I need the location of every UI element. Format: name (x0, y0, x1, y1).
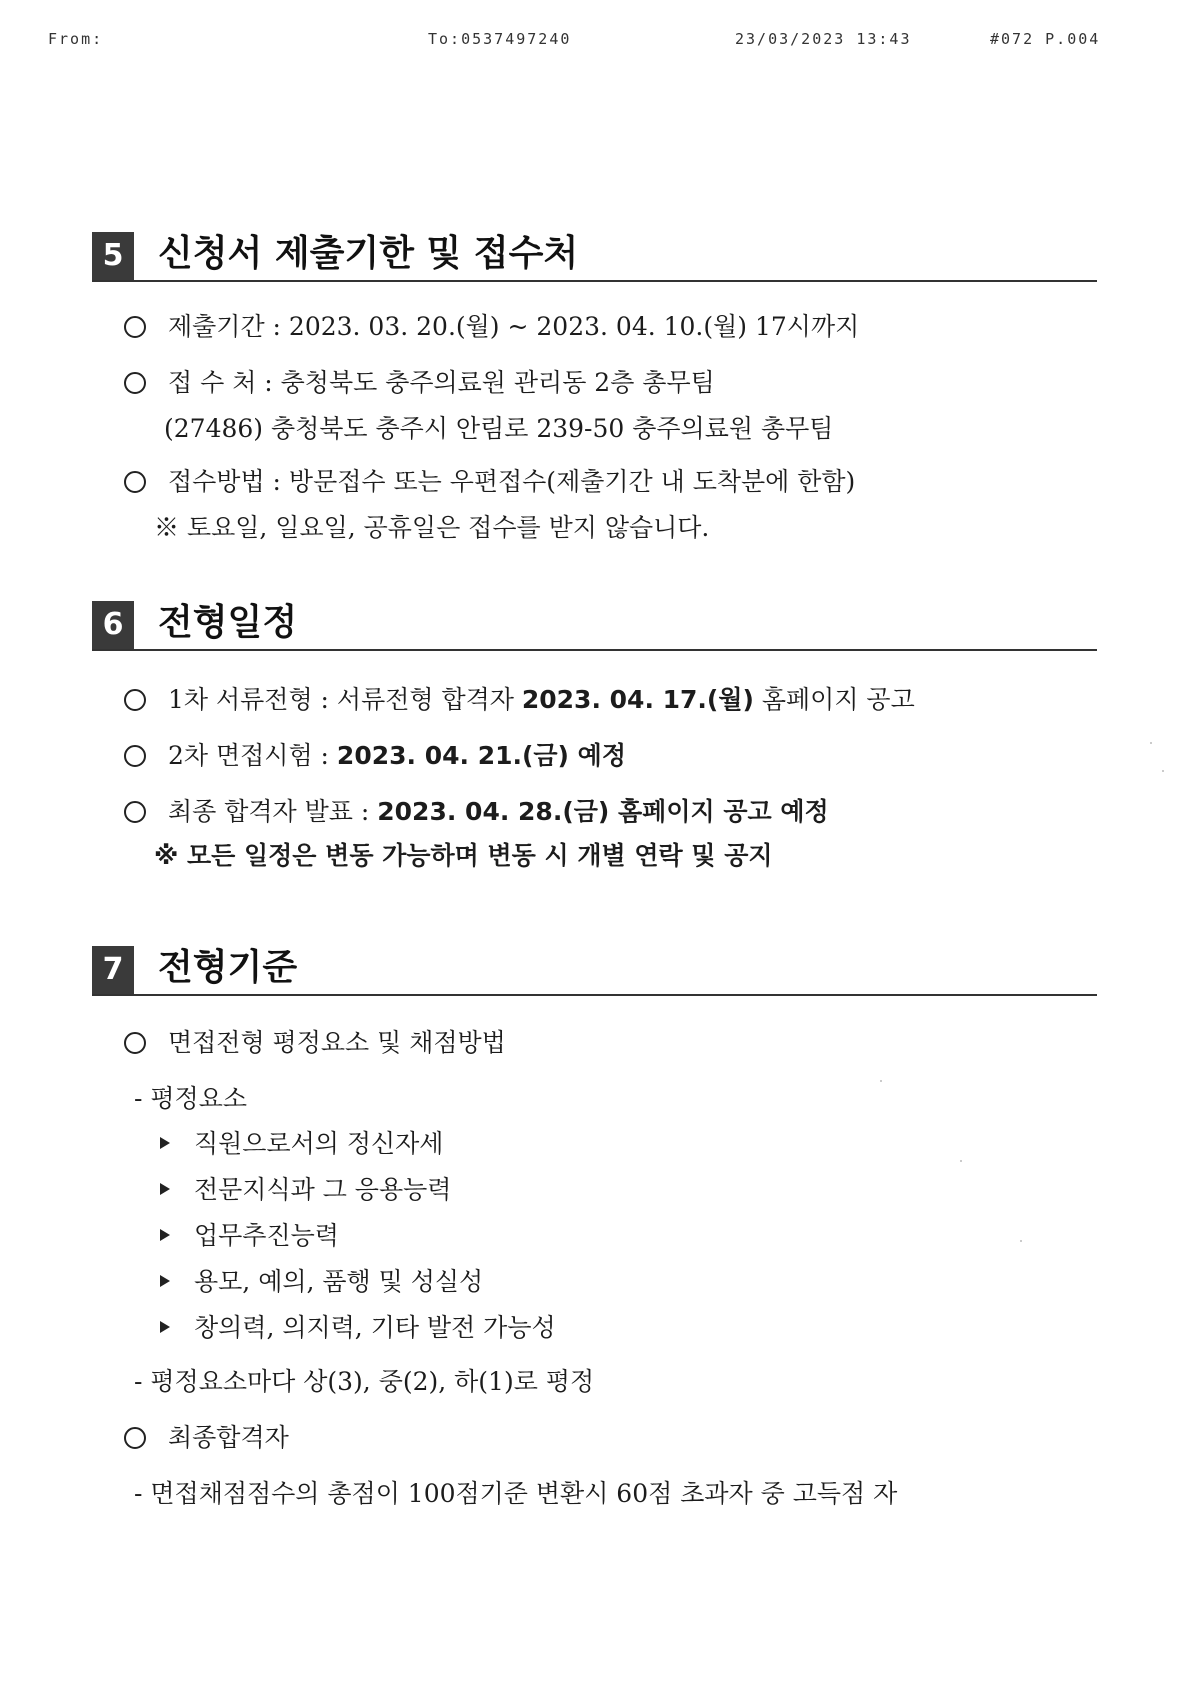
circle-bullet-icon (124, 1032, 146, 1054)
circle-bullet-icon (124, 745, 146, 767)
section-title: 전형기준 (158, 947, 298, 988)
scan-speck (1150, 742, 1152, 744)
circle-bullet-icon (124, 1427, 146, 1449)
submission-period-line: 제출기간 : 2023. 03. 20.(월) ~ 2023. 04. 10.(월) 17시까지 (124, 307, 859, 343)
weekend-note: ※ 토요일, 일요일, 공휴일은 접수를 받지 않습니다. (154, 513, 710, 542)
triangle-bullet-icon (160, 1229, 170, 1241)
criteria-item: 업무추진능력 (160, 1216, 339, 1252)
schedule-change-note: ※ 모든 일정은 변동 가능하며 변동 시 개별 연락 및 공지 (154, 841, 773, 870)
section-number: 5 (92, 232, 134, 280)
circle-bullet-icon (124, 801, 146, 823)
interview-criteria-line: 면접전형 평정요소 및 채점방법 (124, 1023, 506, 1059)
circle-bullet-icon (124, 316, 146, 338)
criteria-item: 직원으로서의 정신자세 (160, 1124, 443, 1160)
fax-datetime: 23/03/2023 13:43 (735, 30, 912, 48)
final-pass-criteria-line: - 면접채점점수의 총점이 100점기준 변환시 60점 초과자 중 고득점 자 (134, 1479, 898, 1508)
final-announcement-line: 최종 합격자 발표 : 2023. 04. 28.(금) 홈페이지 공고 예정 (124, 792, 829, 828)
section-7-header (92, 946, 1097, 996)
section-title: 신청서 제출기한 및 접수처 (158, 233, 579, 274)
triangle-bullet-icon (160, 1275, 170, 1287)
criteria-item: 전문지식과 그 응용능력 (160, 1170, 451, 1206)
interview-line: 2차 면접시험 : 2023. 04. 21.(금) 예정 (124, 736, 626, 772)
scoring-method-line: - 평정요소마다 상(3), 중(2), 하(1)로 평정 (134, 1367, 595, 1396)
criteria-item: 용모, 예의, 품행 및 성실성 (160, 1262, 483, 1298)
fax-to: To:0537497240 (428, 30, 572, 48)
circle-bullet-icon (124, 471, 146, 493)
document-screening-line: 1차 서류전형 : 서류전형 합격자 2023. 04. 17.(월) 홈페이지 공고 (124, 680, 915, 716)
triangle-bullet-icon (160, 1183, 170, 1195)
address-line: (27486) 충청북도 충주시 안림로 239-50 충주의료원 총무팀 (164, 414, 834, 443)
fax-from: From: (48, 30, 104, 48)
triangle-bullet-icon (160, 1137, 170, 1149)
submission-method-line: 접수방법 : 방문접수 또는 우편접수(제출기간 내 도착분에 한함) (124, 462, 855, 498)
section-title: 전형일정 (158, 602, 298, 643)
scan-speck (960, 1160, 962, 1162)
fax-page: #072 P.004 (990, 30, 1101, 48)
section-6-header (92, 601, 1097, 651)
section-5-header (92, 232, 1097, 282)
fax-header (0, 30, 1190, 54)
scan-speck (880, 1080, 882, 1082)
section-number: 7 (92, 946, 134, 994)
scan-speck (1020, 1240, 1022, 1242)
section-number: 6 (92, 601, 134, 649)
circle-bullet-icon (124, 689, 146, 711)
circle-bullet-icon (124, 372, 146, 394)
receiving-office-line: 접 수 처 : 충청북도 충주의료원 관리동 2층 총무팀 (124, 363, 715, 399)
triangle-bullet-icon (160, 1321, 170, 1333)
scan-speck (1162, 770, 1164, 772)
criteria-item: 창의력, 의지력, 기타 발전 가능성 (160, 1308, 556, 1344)
criteria-subheading: - 평정요소 (134, 1084, 247, 1113)
final-pass-line: 최종합격자 (124, 1418, 289, 1454)
